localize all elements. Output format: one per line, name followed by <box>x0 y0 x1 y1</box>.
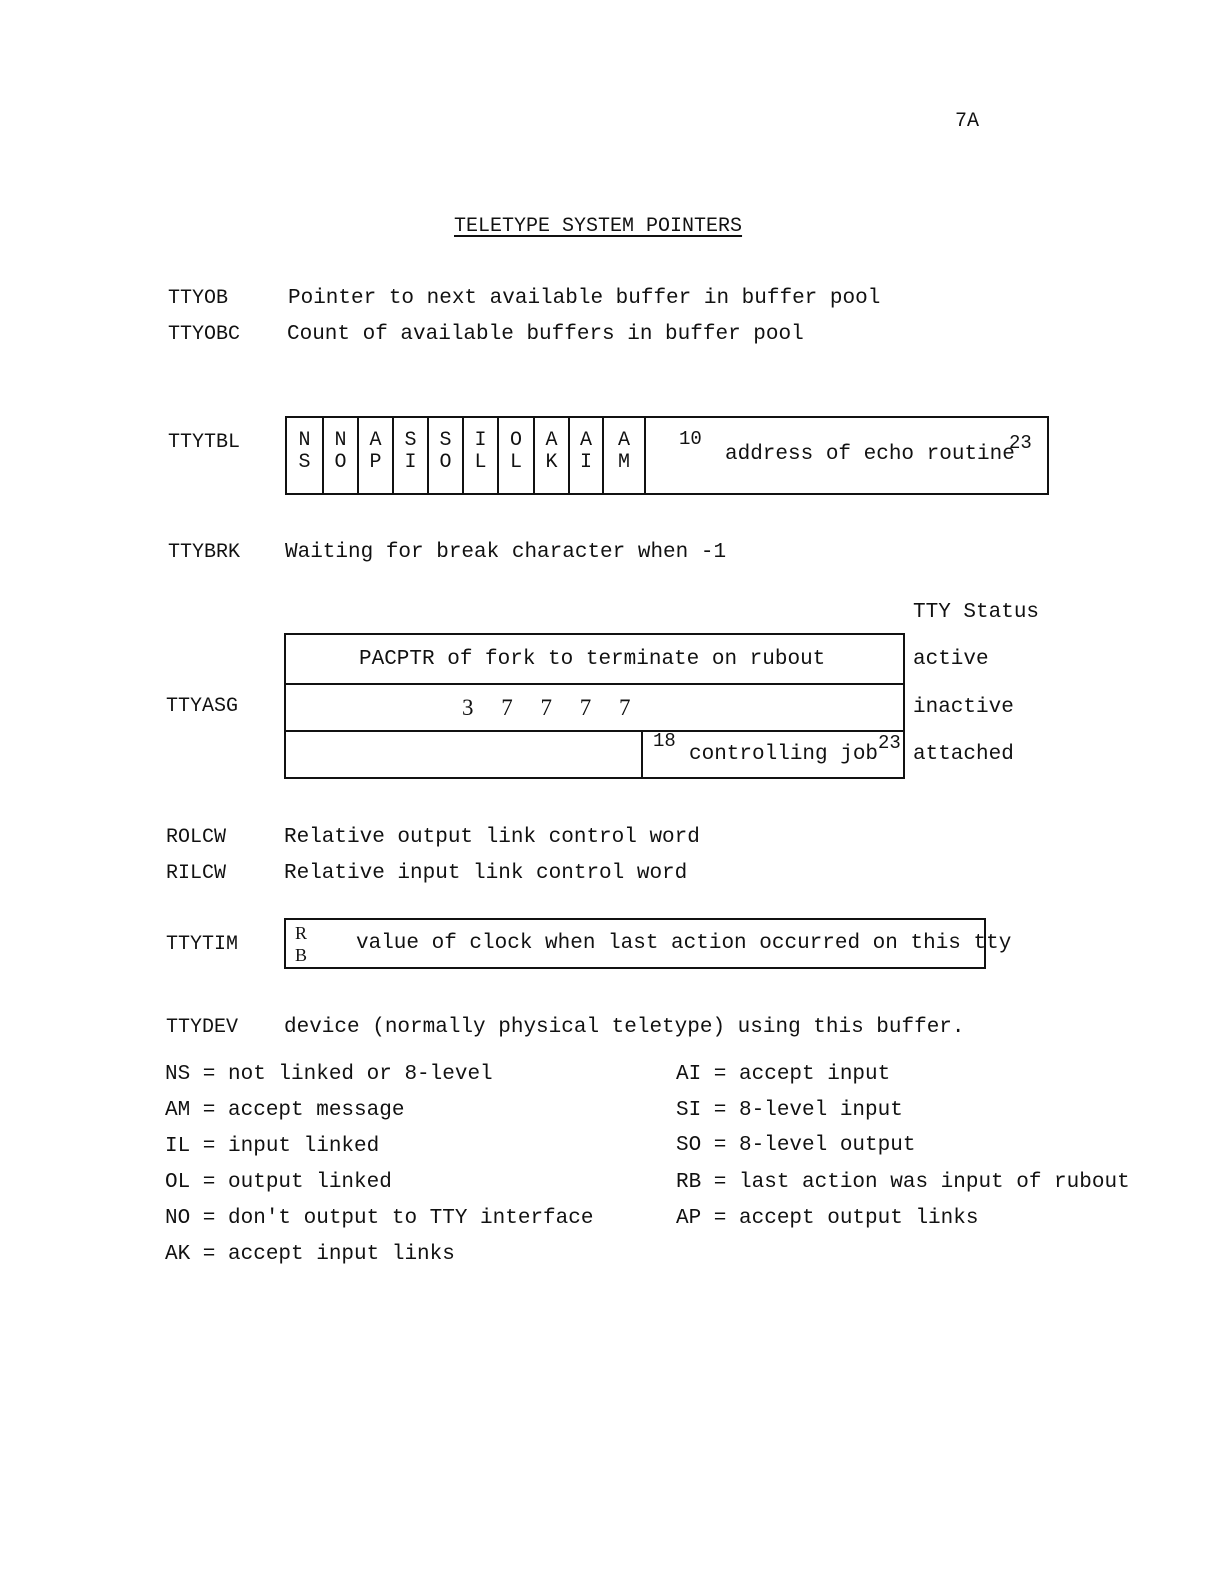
ttytbl-bit-so <box>429 418 464 493</box>
legend-item: NO = don't output to TTY interface <box>165 1207 594 1230</box>
ttyasg-row-divider-2 <box>286 730 903 732</box>
ttytbl-field-label: address of echo routine <box>725 443 1015 466</box>
ttytim-flag-top: R <box>295 923 308 943</box>
ttytim-word-diagram <box>284 918 1012 969</box>
legend-item: OL = output linked <box>165 1171 392 1194</box>
bit-letter-bottom: I <box>579 451 592 474</box>
ttytbl-bit-ol <box>499 418 535 493</box>
ttytim-flag-bottom: B <box>295 945 308 965</box>
legend-item: SO = 8-level output <box>676 1134 916 1157</box>
ttyasg-start-bit: 18 <box>653 730 676 752</box>
bit-letter-bottom: M <box>617 451 630 474</box>
bit-letter-top: A <box>617 429 630 452</box>
ttytbl-word-diagram <box>285 416 1049 495</box>
ttytbl-bit-ai <box>570 418 604 493</box>
bit-letter-bottom: S <box>298 451 311 474</box>
bit-letter-bottom: O <box>334 451 347 474</box>
rolcw-description: Relative output link control word <box>284 826 700 849</box>
ttytbl-bit-no <box>324 418 359 493</box>
ttytim-rb-flag <box>295 922 307 966</box>
bit-letter-top: S <box>404 429 417 452</box>
bit-letter-top: A <box>545 429 558 452</box>
ttyobc-description: Count of available buffers in buffer pool <box>287 323 804 346</box>
ttyasg-row-inactive-value: 3 7 7 7 7 <box>462 695 631 720</box>
rilcw-label: RILCW <box>166 862 227 885</box>
ttydev-description: device (normally physical teletype) using this buffer. <box>284 1016 965 1039</box>
ttyasg-end-bit: 23 <box>878 732 901 754</box>
ttydev-label: TTYDEV <box>166 1016 239 1039</box>
legend-item: AM = accept message <box>165 1099 405 1122</box>
ttyob-label: TTYOB <box>168 287 229 310</box>
ttytbl-label: TTYTBL <box>168 431 241 454</box>
ttyasg-row-active-text: PACPTR of fork to terminate on rubout <box>359 648 826 671</box>
ttytim-label: TTYTIM <box>166 933 239 956</box>
bit-letter-top: O <box>509 429 522 452</box>
bit-letter-bottom: L <box>474 451 487 474</box>
legend-item: SI = 8-level input <box>676 1099 903 1122</box>
ttyasg-bit-divider <box>641 730 643 777</box>
rolcw-label: ROLCW <box>166 826 227 849</box>
ttytbl-bit-ak <box>535 418 570 493</box>
rilcw-description: Relative input link control word <box>284 862 688 885</box>
bit-letter-bottom: K <box>545 451 558 474</box>
status-active: active <box>913 648 989 671</box>
ttyasg-controlling-job: controlling job <box>689 743 879 766</box>
ttyob-description: Pointer to next available buffer in buffer pool <box>288 287 881 310</box>
ttyobc-label: TTYOBC <box>168 323 241 346</box>
ttybrk-label: TTYBRK <box>168 541 241 564</box>
page-number: 7A <box>955 110 980 133</box>
bit-letter-bottom: L <box>509 451 522 474</box>
status-attached: attached <box>913 743 1014 766</box>
legend-item: AP = accept output links <box>676 1207 979 1230</box>
ttytbl-bit-am <box>604 418 646 493</box>
legend-item: RB = last action was input of rubout <box>676 1171 1130 1194</box>
ttytbl-bit-ns <box>287 418 324 493</box>
legend-item: IL = input linked <box>165 1135 380 1158</box>
status-inactive: inactive <box>913 696 1014 719</box>
bit-letter-bottom: O <box>439 451 452 474</box>
bit-letter-top: A <box>579 429 592 452</box>
legend-item: AI = accept input <box>676 1063 891 1086</box>
ttytbl-bit-si <box>394 418 429 493</box>
ttytbl-end-bit: 23 <box>1009 432 1032 454</box>
page-title: TELETYPE SYSTEM POINTERS <box>454 215 743 238</box>
bit-letter-top: N <box>298 429 311 452</box>
tty-status-header: TTY Status <box>913 601 1040 624</box>
bit-letter-top: I <box>474 429 487 452</box>
ttyasg-table <box>284 633 905 779</box>
bit-letter-top: S <box>439 429 452 452</box>
legend-item: AK = accept input links <box>165 1243 455 1266</box>
bit-letter-top: N <box>334 429 347 452</box>
ttytim-field-label: value of clock when last action occurred on this tty <box>356 932 1012 955</box>
bit-letter-bottom: I <box>404 451 417 474</box>
bit-letter-bottom: P <box>369 451 382 474</box>
ttytbl-start-bit: 10 <box>679 428 702 450</box>
legend-item: NS = not linked or 8-level <box>165 1063 493 1086</box>
ttyasg-row-divider-1 <box>286 683 903 685</box>
ttybrk-description: Waiting for break character when -1 <box>285 541 727 564</box>
bit-letter-top: A <box>369 429 382 452</box>
ttytbl-bit-il <box>464 418 499 493</box>
ttytbl-bit-ap <box>359 418 394 493</box>
ttyasg-label: TTYASG <box>166 695 239 718</box>
